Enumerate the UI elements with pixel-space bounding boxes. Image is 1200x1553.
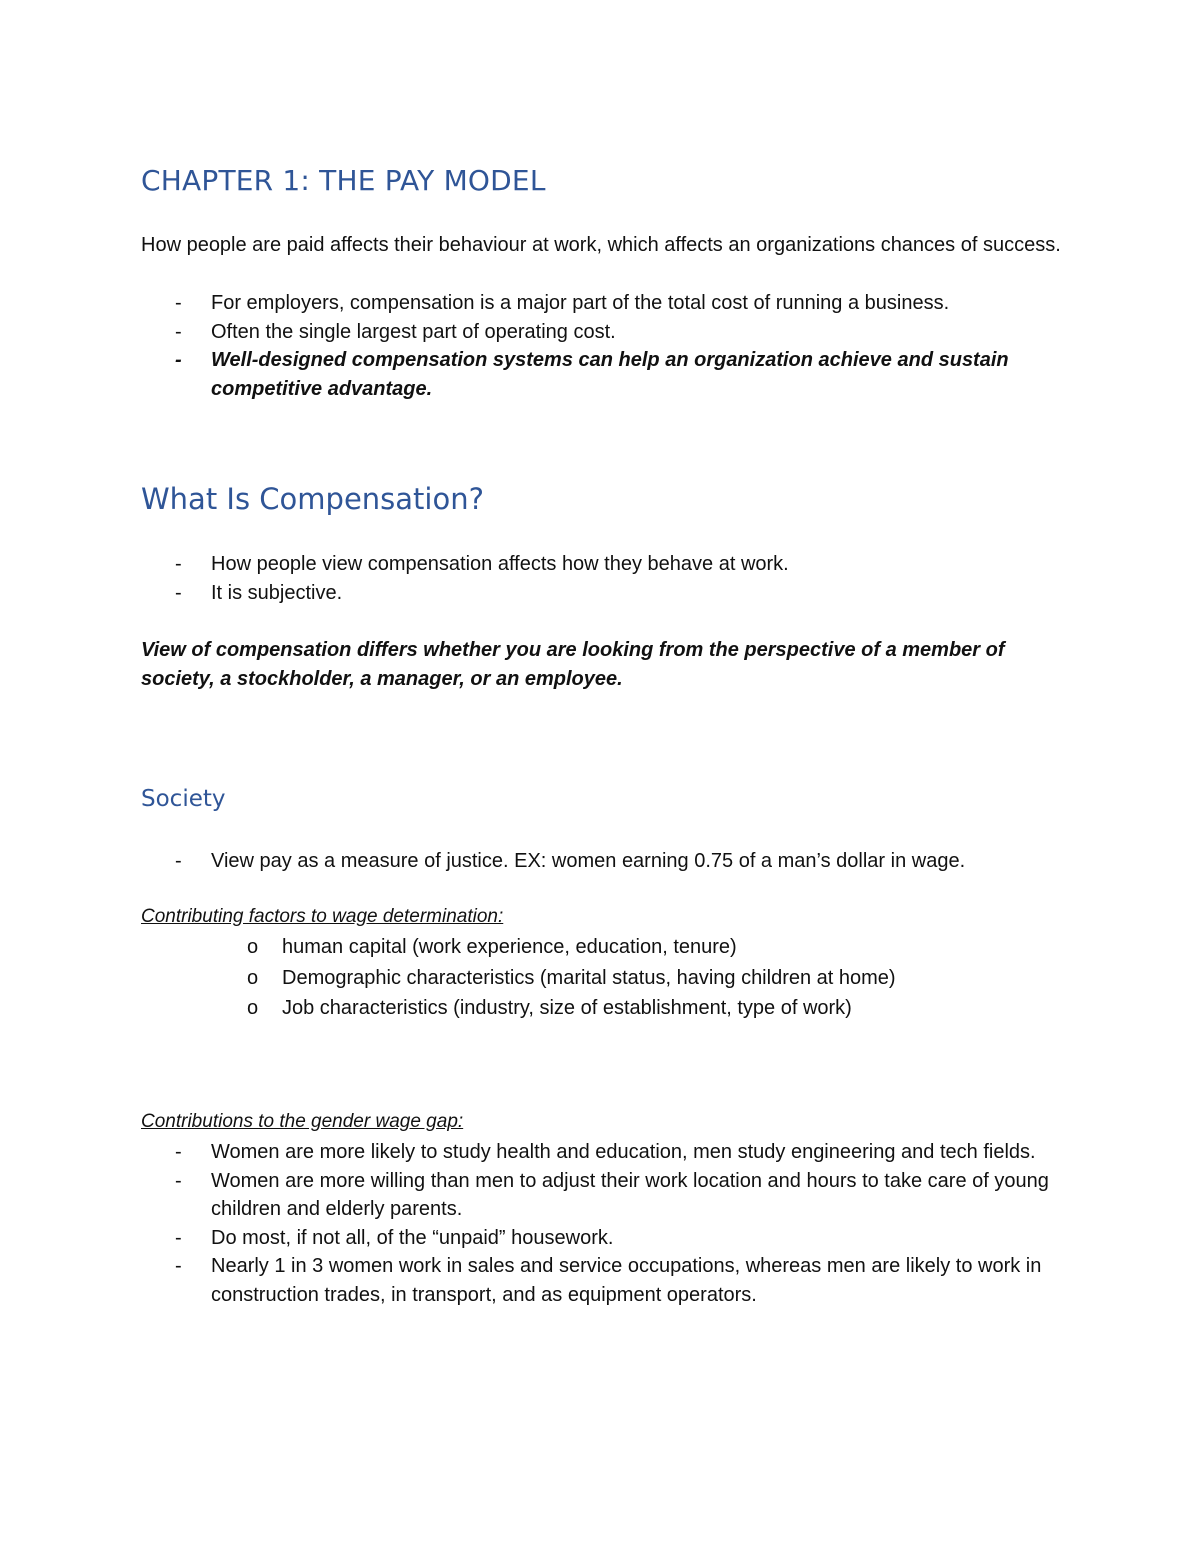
list-item-text: human capital (work experience, education, tenure) bbox=[282, 936, 737, 958]
list-item bbox=[141, 1252, 1061, 1309]
compensation-note: View of compensation differs whether you are looking from the perspective of a member of society, a stockholder, a manager, or an employee. bbox=[141, 639, 1005, 690]
list-item bbox=[141, 346, 1061, 403]
list-item-text: For employers, compensation is a major part of the total cost of running a business. bbox=[211, 292, 950, 314]
dash-bullet: - bbox=[175, 581, 182, 604]
gap-bullet-list bbox=[141, 1138, 1061, 1309]
factors-label: Contributing factors to wage determination: bbox=[141, 906, 504, 927]
factors-list bbox=[141, 932, 1061, 1024]
dash-bullet: - bbox=[175, 553, 182, 575]
dash-bullet: - bbox=[175, 1226, 182, 1249]
gap-label: Contributions to the gender wage gap: bbox=[141, 1111, 464, 1132]
list-item-text: Women are more willing than men to adjust their work location and hours to take care of young children and elderly parents. bbox=[211, 1169, 1049, 1220]
list-item bbox=[141, 318, 1061, 347]
circle-bullet: o bbox=[247, 997, 259, 1019]
chapter-intro: How people are paid affects their behaviour at work, which affects an organizations chances of success. bbox=[141, 234, 1061, 256]
society-heading: Society bbox=[141, 786, 226, 812]
list-item-text: Often the single largest part of operating cost. bbox=[211, 320, 616, 343]
list-item bbox=[141, 847, 1061, 876]
compensation-heading: What Is Compensation? bbox=[141, 482, 484, 516]
society-bullet-list bbox=[141, 847, 1061, 876]
list-item bbox=[141, 963, 1061, 994]
list-item bbox=[141, 993, 1061, 1024]
list-item bbox=[141, 550, 1061, 579]
compensation-bullet-list bbox=[141, 550, 1061, 607]
list-item bbox=[141, 1167, 1061, 1224]
list-item bbox=[141, 579, 1061, 608]
list-item-text: Do most, if not all, of the “unpaid” housework. bbox=[211, 1226, 614, 1249]
list-item-text: Job characteristics (industry, size of establishment, type of work) bbox=[282, 997, 852, 1019]
list-item bbox=[141, 1138, 1061, 1167]
list-item-text: How people view compensation affects how they behave at work. bbox=[211, 553, 789, 575]
dash-bullet: - bbox=[175, 850, 182, 872]
list-item bbox=[141, 289, 1061, 318]
list-item bbox=[141, 1224, 1061, 1253]
list-item-text: Well-designed compensation systems can help an organization achieve and sustain competitive advantage. bbox=[211, 349, 1009, 400]
list-item-text: It is subjective. bbox=[211, 581, 343, 604]
dash-bullet: - bbox=[175, 292, 182, 314]
dash-bullet: - bbox=[175, 1141, 182, 1163]
dash-bullet: - bbox=[175, 1255, 182, 1277]
list-item-text: Nearly 1 in 3 women work in sales and service occupations, whereas men are likely to work in construction trades, in transport, and as equipment operators. bbox=[211, 1255, 1042, 1306]
list-item-text: View pay as a measure of justice. EX: women earning 0.75 of a man’s dollar in wage. bbox=[211, 850, 966, 872]
dash-bullet: - bbox=[175, 1169, 182, 1192]
dash-bullet: - bbox=[175, 320, 182, 343]
circle-bullet: o bbox=[247, 966, 259, 989]
list-item-text: Demographic characteristics (marital status, having children at home) bbox=[282, 966, 896, 989]
circle-bullet: o bbox=[247, 936, 259, 958]
chapter-bullet-list bbox=[141, 289, 1061, 403]
chapter-title: CHAPTER 1: THE PAY MODEL bbox=[141, 164, 546, 197]
list-item-text: Women are more likely to study health and education, men study engineering and tech fields. bbox=[211, 1141, 1036, 1163]
dash-bullet: - bbox=[175, 349, 182, 371]
list-item bbox=[141, 932, 1061, 963]
